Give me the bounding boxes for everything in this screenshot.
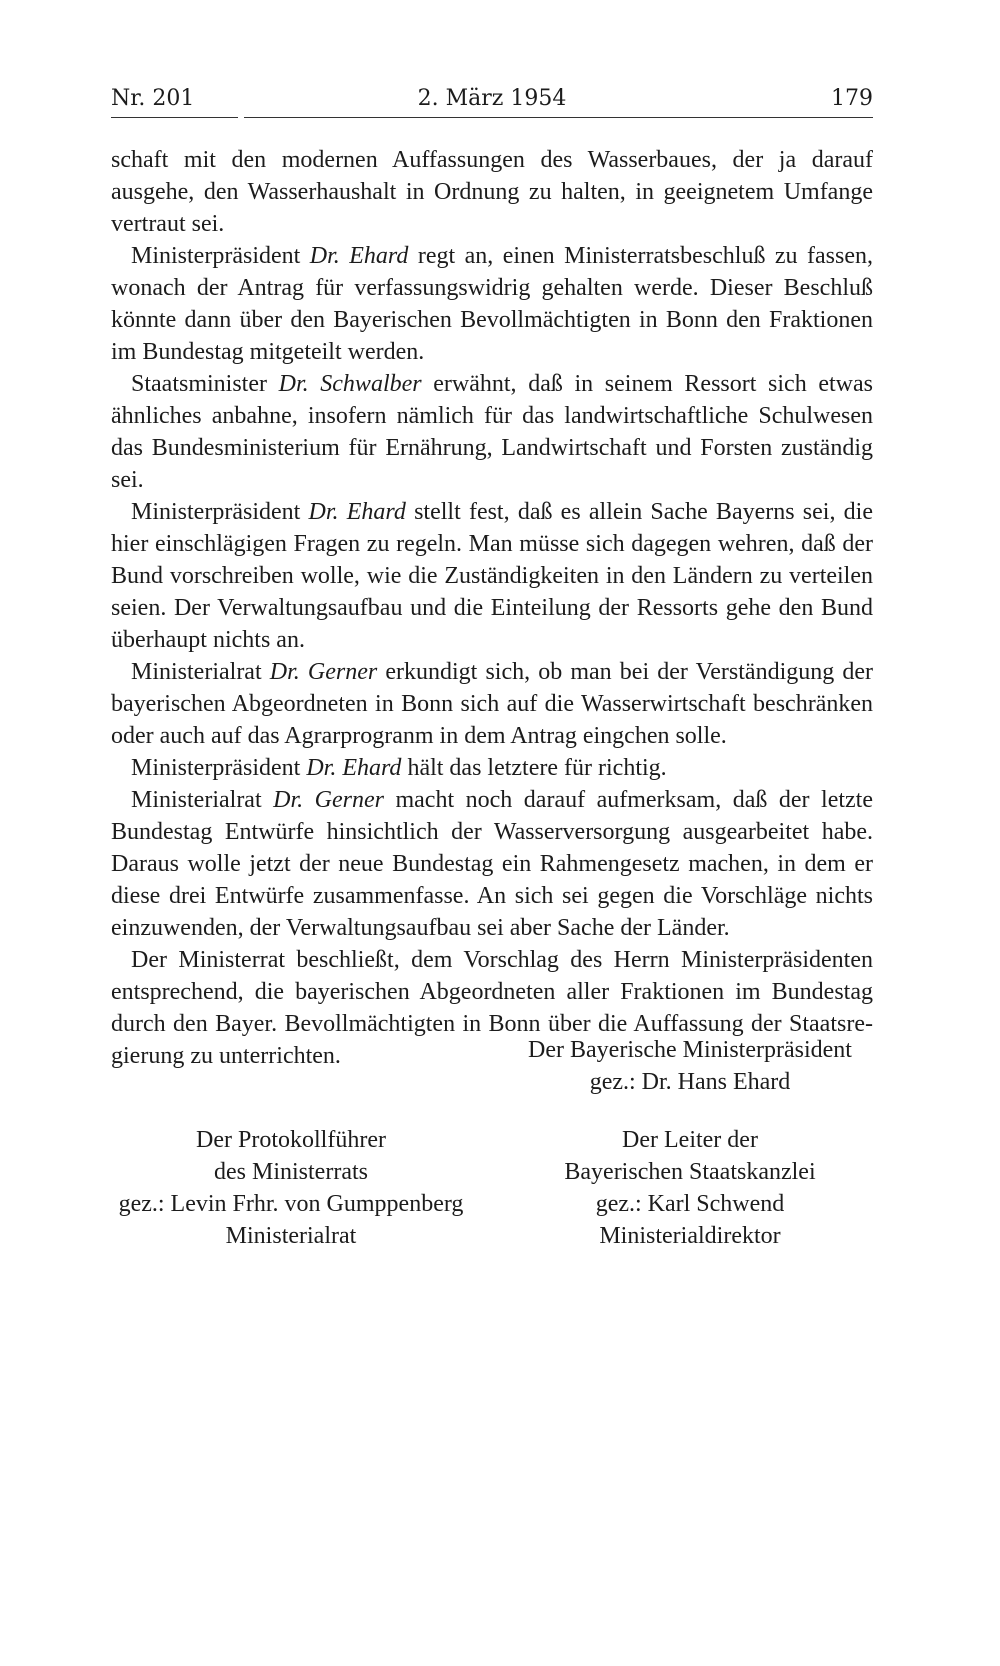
signature-title: Der Bayerische Ministerpräsident <box>528 1037 852 1063</box>
paragraph-text: hält das letztere für richtig. <box>401 755 667 781</box>
signature-president <box>490 1034 890 1098</box>
paragraph <box>111 656 873 752</box>
signature-signed: gez.: Karl Schwend <box>595 1191 785 1217</box>
paragraph <box>111 496 873 656</box>
document-number: Nr. 201 <box>111 86 195 111</box>
speaker-name: Dr. Ehard <box>308 499 406 525</box>
speaker-role: Ministerpräsident <box>131 755 307 781</box>
paragraph-text: schaft mit den modernen Auffassungen des Wasserbaues, der ja darauf ausgehe, den Wasserhaushalt in Ordnung zu halten, in geeignetem Umfange vertraut sei. <box>111 147 873 237</box>
signature-role: Ministerialrat <box>225 1223 357 1249</box>
signature-title: Der Leiter der <box>622 1127 758 1153</box>
signature-title: des Ministerrats <box>214 1159 368 1185</box>
paragraph <box>111 752 873 784</box>
speaker-role: Staatsminister <box>131 371 279 397</box>
paragraph <box>111 144 873 240</box>
paragraph <box>111 784 873 944</box>
paragraph-text: macht noch darauf aufmerksam, daß der letzte Bundestag Entwürfe hinsichtlich der Wasserversorgung ausgearbeitet habe. Daraus wolle jetzt der neue Bundestag ein Rahmengesetz machen, in dem er diese drei Entwürfe zusammenfasse. An sich sei gegen die Vorschläge nichts einzuwenden, der Verwaltungsaufbau sei aber Sache der Länder. <box>111 787 873 941</box>
document-date: 2. März 1954 <box>417 86 567 111</box>
signature-signed: gez.: Dr. Hans Ehard <box>589 1069 791 1095</box>
speaker-role: Ministerialrat <box>131 787 274 813</box>
page-number: 179 <box>831 86 873 111</box>
signature-leiter-staatskanzlei <box>490 1124 890 1252</box>
paragraph <box>111 368 873 496</box>
signature-signed: gez.: Levin Frhr. von Gumppenberg <box>118 1191 464 1217</box>
speaker-name: Dr. Ehard <box>309 243 409 269</box>
speaker-name: Dr. Schwalber <box>278 371 422 397</box>
paragraph-text: regt an, einen Ministerratsbeschluß zu fassen, wonach der Antrag für verfassungswidrig gehalten werde. Dieser Beschluß könnte dann über den Bayerischen Bevollmächtigten in Bonn den Fraktionen im Bundestag mitgeteilt werden. <box>111 243 873 365</box>
speaker-name: Dr. Gerner <box>269 659 378 685</box>
speaker-name: Dr. Ehard <box>306 755 402 781</box>
signature-title: Bayerischen Staatskanzlei <box>564 1159 816 1185</box>
speaker-role: Ministerpräsident <box>131 243 310 269</box>
speaker-role: Ministerialrat <box>131 659 270 685</box>
header-rule-left <box>111 117 238 118</box>
header-rule-right <box>244 117 873 118</box>
paragraph <box>111 240 873 368</box>
speaker-role: Ministerpräsident <box>131 499 309 525</box>
signature-title: Der Protokollführer <box>196 1127 386 1153</box>
paragraph-text: Der Ministerrat beschließt, dem Vorschlag des Herrn Ministerpräsidenten entsprechend, die bayerischen Abgeordneten aller Fraktionen im Bundestag durch den Bayer. Bevollmächtigten in Bonn über die Auffassung der Staatsregierung zu unterrichten. <box>111 947 873 1069</box>
page-header <box>111 86 873 116</box>
signature-protokollfuehrer <box>91 1124 491 1252</box>
signature-role: Ministerialdirektor <box>599 1223 781 1249</box>
paragraph-text: erwähnt, daß in seinem Ressort sich etwas ähnliches anbahne, insofern nämlich für das landwirtschaftliche Schulwesen das Bundesministerium für Ernährung, Landwirtschaft und Forsten zuständig sei. <box>111 371 873 493</box>
paragraph-text: stellt fest, daß es allein Sache Bayerns sei, die hier einschlägigen Fragen zu regeln. Man müsse sich dagegen wehren, daß der Bund vorschreiben wolle, wie die Zuständigkeiten in den Ländern zu verteilen seien. Der Verwaltungsaufbau und die Einteilung der Ressorts gehe den Bund überhaupt nichts an. <box>111 499 873 653</box>
body-text <box>111 144 873 1072</box>
speaker-name: Dr. Gerner <box>273 787 384 813</box>
paragraph-text: erkundigt sich, ob man bei der Verständigung der bayerischen Abgeordneten in Bonn sich auf die Wasserwirtschaft beschränken oder auch auf das Agrarprogranm in dem Antrag eingchen solle. <box>111 659 873 749</box>
